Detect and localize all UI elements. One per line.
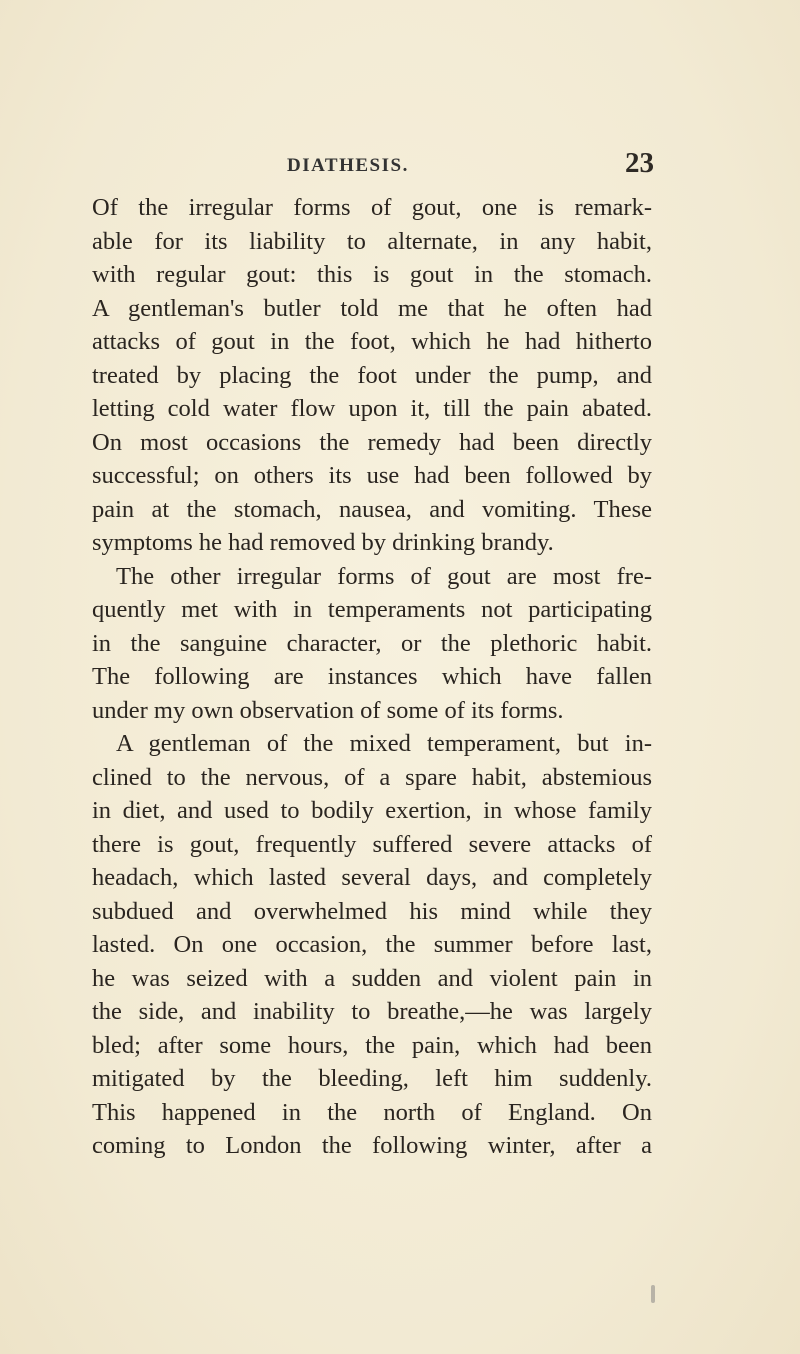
text-line: treated by placing the foot under the pump, and: [92, 361, 652, 389]
page-number: 23: [625, 147, 654, 179]
text-line: successful; on others its use had been followed by: [92, 462, 652, 489]
text-line: attacks of gout in the foot, which he had hitherto: [92, 328, 652, 355]
text-line: quently met with in temperaments not participating: [92, 596, 652, 623]
text-line: bled; after some hours, the pain, which had been: [92, 1031, 652, 1059]
text-line: coming to London the following winter, after a: [92, 1132, 652, 1159]
text-line: The other irregular forms of gout are most fre-: [116, 562, 652, 590]
text-line: there is gout, frequently suffered severe attacks of: [92, 830, 652, 858]
text-line: in the sanguine character, or the plethoric habit.: [92, 629, 652, 657]
text-line: letting cold water flow upon it, till the pain abated.: [92, 395, 652, 422]
text-line: headach, which lasted several days, and completely: [92, 864, 652, 891]
page-header: [92, 147, 654, 183]
text-line: lasted. On one occasion, the summer before last,: [92, 931, 652, 958]
paper-speck: [651, 1285, 655, 1303]
text-line: able for its liability to alternate, in any habit,: [92, 227, 652, 255]
text-line: The following are instances which have fallen: [92, 663, 652, 690]
text-line: A gentleman of the mixed temperament, but in-: [116, 730, 652, 757]
text-line: under my own observation of some of its forms.: [92, 696, 564, 724]
running-title: DIATHESIS.: [287, 155, 409, 176]
text-line: mitigated by the bleeding, left him suddenly.: [92, 1065, 652, 1092]
text-line: symptoms he had removed by drinking brandy.: [92, 529, 554, 556]
text-line: This happened in the north of England. On: [92, 1098, 652, 1126]
text-line: subdued and overwhelmed his mind while they: [92, 897, 652, 925]
text-line: clined to the nervous, of a spare habit, abstemious: [92, 763, 652, 791]
text-line: he was seized with a sudden and violent pain in: [92, 964, 652, 992]
text-line: Of the irregular forms of gout, one is remark-: [92, 194, 652, 221]
text-line: On most occasions the remedy had been directly: [92, 428, 652, 456]
text-line: A gentleman's butler told me that he often had: [92, 294, 652, 322]
text-line: with regular gout: this is gout in the stomach.: [92, 261, 652, 288]
body-text: [92, 191, 652, 1163]
text-line: pain at the stomach, nausea, and vomiting. These: [92, 495, 652, 523]
text-line: in diet, and used to bodily exertion, in whose family: [92, 797, 652, 824]
text-line: the side, and inability to breathe,—he was largely: [92, 998, 652, 1025]
